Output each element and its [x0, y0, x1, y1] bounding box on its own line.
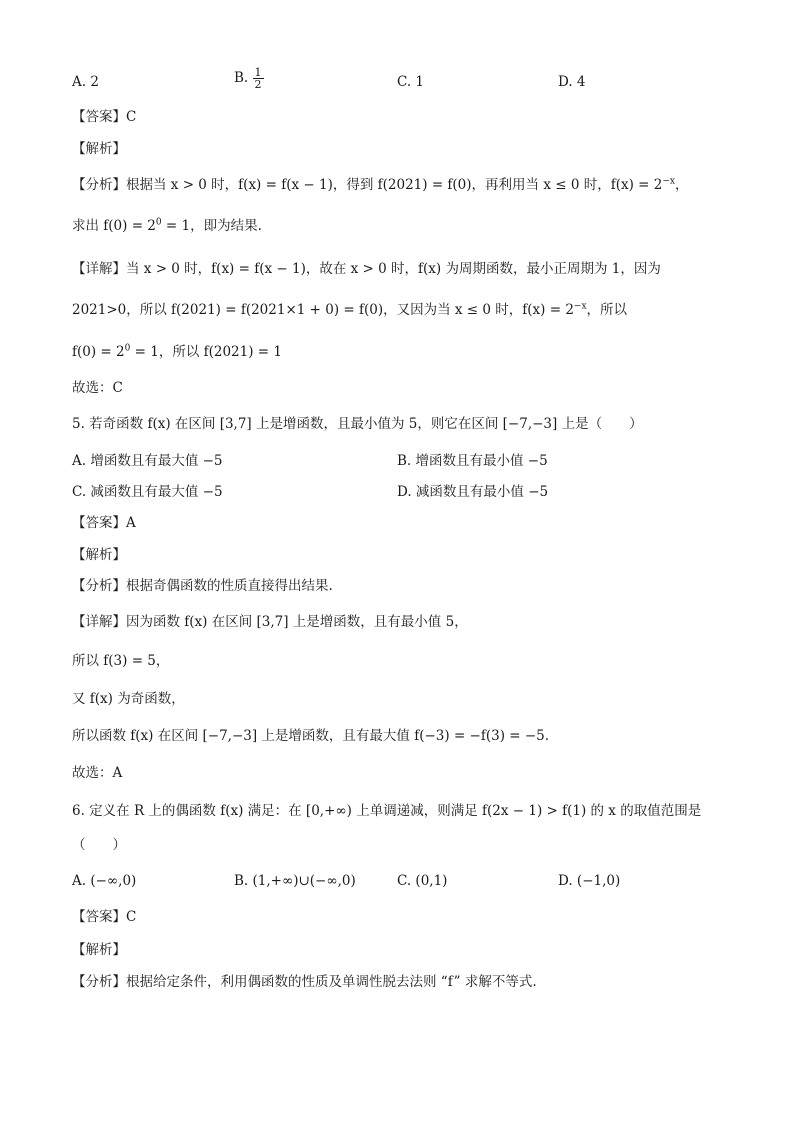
q5-option-d: D. 减函数且有最小值 −5 — [397, 484, 549, 500]
q5-fenxi: 【分析】根据奇偶函数的性质直接得出结果. — [72, 578, 333, 594]
q6-fenxi: 【分析】根据给定条件，利用偶函数的性质及单调性脱去法则 “f” 求解不等式. — [72, 974, 537, 990]
q5-xiangjie-line4: 所以函数 f(x) 在区间 [−7,−3] 上是增函数，且有最大值 f(−3) = −f(3) = −5. — [72, 728, 550, 744]
q4-xiangjie-line3: $f(0) = 2^0 = 1$，所以 f(2021) = 1 — [72, 343, 282, 360]
q4-choose: 故选：C — [72, 380, 123, 396]
q5-xiangjie-line2: 所以 f(3) = 5， — [72, 653, 170, 669]
q6-option-d: D. (−1,0) — [558, 873, 621, 889]
fraction-denominator: 2 — [254, 78, 262, 91]
q4-xiangjie-line2: 2021>0，所以 f(2021) = f(2021×1 + 0) = f(0)，又因为当 x ≤ 0 时，$f(x) = 2^{-x}$，所以 — [72, 301, 628, 318]
q5-analysis-heading: 【解析】 — [72, 547, 126, 563]
q5-choose: 故选：A — [72, 765, 123, 781]
q5-option-c: C. 减函数且有最大值 −5 — [72, 484, 223, 500]
q4-fenxi-line2: 求出 $f(0) = 2^0 = 1$，即为结果. — [72, 217, 262, 234]
q4-option-a: A. 2 — [72, 74, 99, 90]
q6-option-c: C. (0,1) — [397, 873, 448, 889]
q5-xiangjie-line3: 又 f(x) 为奇函数， — [72, 691, 185, 707]
q4-fenxi-line1: 【分析】根据当 x > 0 时，f(x) = f(x − 1)，得到 f(2021) = f(0)，再利用当 x ≤ 0 时，$f(x) = 2^{-x}$， — [72, 176, 689, 193]
q6-question-line1: 6. 定义在 R 上的偶函数 f(x) 满足：在 [0,+∞) 上单调递减，则满足 f(2x − 1) > f(1) 的 x 的取值范围是 — [72, 803, 702, 819]
q6-option-b: B. (1,+∞)∪(−∞,0) — [234, 873, 356, 889]
q5-xiangjie-line1: 【详解】因为函数 f(x) 在区间 [3,7] 上是增函数，且有最小值 5， — [72, 614, 468, 630]
q6-analysis-heading: 【解析】 — [72, 942, 126, 958]
q5-question: 5. 若奇函数 f(x) 在区间 [3,7] 上是增函数，且最小值为 5，则它在区间 [−7,−3] 上是（ ） — [72, 416, 643, 432]
fraction-numerator: 1 — [254, 66, 262, 79]
q4-option-b-fraction — [253, 67, 264, 90]
q4-analysis-heading: 【解析】 — [72, 141, 126, 157]
q5-option-a: A. 增函数且有最大值 −5 — [72, 453, 223, 469]
q4-xiangjie-line1: 【详解】当 x > 0 时，f(x) = f(x − 1)，故在 x > 0 时，f(x) 为周期函数，最小正周期为 1，因为 — [72, 261, 661, 277]
q4-option-b-label: B. — [234, 70, 249, 86]
q6-question-line2: （ ） — [72, 837, 126, 853]
q4-option-d: D. 4 — [558, 74, 586, 90]
q4-option-b — [234, 67, 264, 90]
q5-option-b: B. 增函数且有最小值 −5 — [397, 453, 548, 469]
q4-option-c: C. 1 — [397, 74, 425, 90]
q6-answer: 【答案】C — [72, 909, 137, 925]
q4-answer: 【答案】C — [72, 109, 137, 125]
q5-answer: 【答案】A — [72, 515, 136, 531]
q6-option-a: A. (−∞,0) — [72, 873, 137, 889]
